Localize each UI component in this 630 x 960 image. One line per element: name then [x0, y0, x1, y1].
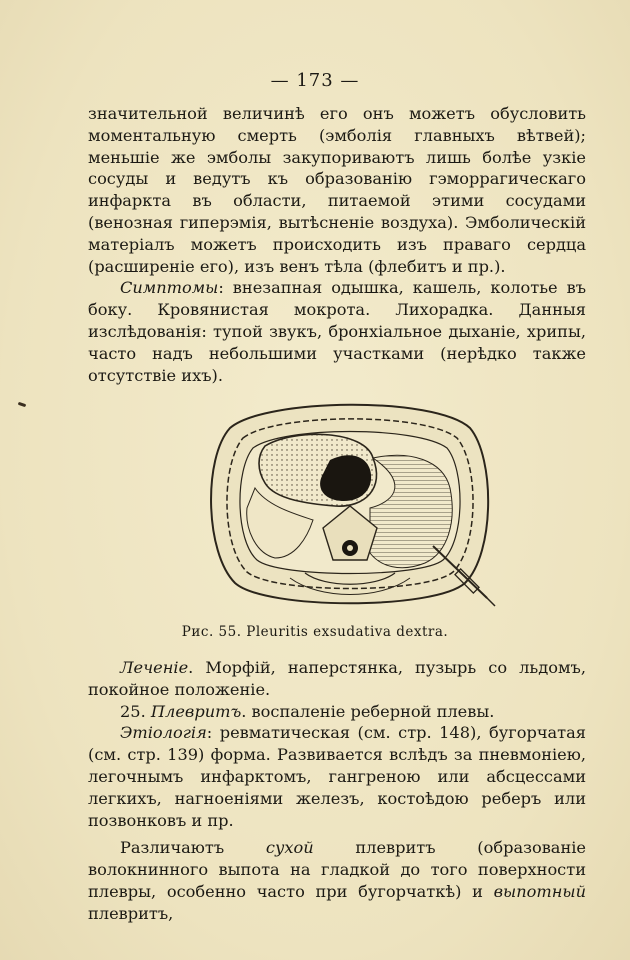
lower-text [88, 657, 586, 925]
types-wet: выпотный [493, 881, 586, 901]
section-title: Плевритъ [150, 701, 242, 721]
types-suffix: плевритъ, [88, 903, 174, 923]
treatment-text: . Морфій, наперстянка, пузырь со льдомъ, покойное положеніе. [88, 658, 586, 699]
upper-text [88, 103, 586, 386]
symptoms-paragraph [88, 277, 586, 386]
types-middle: плевритъ (образованіе волокнинного выпота на гладкой до того поверхности плевры, особенно часто при бугорчаткѣ) и [88, 838, 586, 901]
section-number: 25. [120, 701, 146, 721]
etiology-paragraph [88, 722, 586, 831]
symptoms-text: : внезапная одышка, кашель, колотье въ боку. Кровянистая мокрота. Лихорадка. Данныя изслѣдованія: тупой звукъ, бронхіальное дыханіе, хрипы, часто надъ небольшими участками (нерѣдко также отсутствіе ихъ). [88, 278, 586, 385]
types-dry: сухой [265, 838, 314, 858]
ink-mark [18, 402, 27, 407]
symptoms-label: Симптомы [120, 278, 219, 298]
figure-caption: Рис. 55. Pleuritis exsudativa dextra. [181, 624, 449, 640]
top-paragraph: значительной величинѣ его онъ можетъ обусловить моментальную смерть (эмболія главныхъ вѣтвей); меньшіе же эмболы закупориваютъ лишь болѣе узкіе сосуды и ведутъ къ образованію гэморрагическаго инфаркта въ области, питаемой этими сосудами (венозная гиперэмія, вытѣсненіе воздуха). Эмболическій матеріалъ можетъ происходить изъ праваго сердца (расширеніе его), изъ венъ тѣла (флебитъ и пр.). [88, 104, 586, 276]
etiology-label: Этіологія [120, 723, 207, 743]
figure-55-thorax-section [195, 388, 505, 618]
section-heading [88, 701, 586, 723]
etiology-text: : ревматическая (см. стр. 148), бугорчатая (см. стр. 139) форма. Развивается вслѣдъ за пневмоніею, легочнымъ инфарктомъ, гангреною или абсцессами легкихъ, нагноеніями железъ, костоѣдою реберъ или позвонковъ и пр. [88, 723, 586, 830]
types-paragraph [88, 837, 586, 924]
treatment-paragraph [88, 657, 586, 701]
treatment-label: Леченіе [120, 658, 189, 677]
page-number: — 173 — [270, 70, 360, 91]
section-text: . воспаленіе реберной плевы. [241, 701, 495, 721]
types-prefix: Различаютъ [120, 838, 266, 858]
